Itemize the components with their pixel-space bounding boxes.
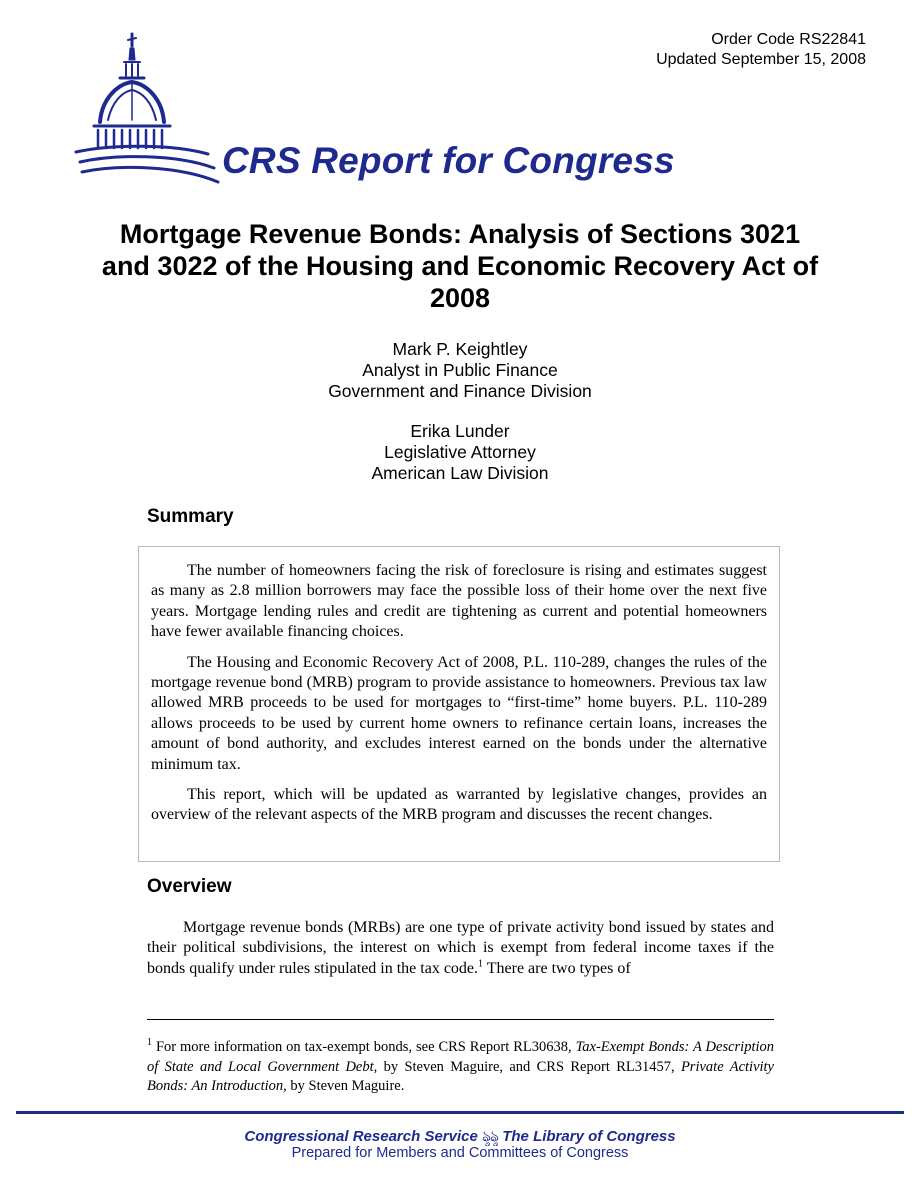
author-role: Legislative Attorney — [384, 442, 536, 462]
overview-heading: Overview — [147, 876, 232, 897]
footer-divider — [16, 1111, 904, 1114]
author-name: Mark P. Keightley — [392, 339, 528, 359]
capitol-dome-icon — [72, 26, 222, 188]
footer-ornament: ৡৡ — [482, 1128, 499, 1145]
overview-body — [147, 918, 774, 979]
footnote-divider — [147, 1019, 774, 1020]
summary-paragraph: The number of homeowners facing the risk of foreclosure is rising and estimates suggest as many as 2.8 million borrowers may face the possible loss of their home over the next five years. Mortgage lending rules and credit are tightening as current and potential homeowners have fewer available financing choices. — [151, 562, 767, 641]
footer-org: Congressional Research Service — [244, 1128, 478, 1145]
summary-box — [138, 546, 780, 862]
footnote-marker: 1 — [147, 1037, 152, 1049]
order-code: Order Code RS22841 — [711, 31, 866, 48]
author-block — [200, 421, 720, 484]
footnote — [147, 1038, 774, 1097]
updated-date: Updated September 15, 2008 — [656, 51, 866, 68]
footnote-text: by Steven Maguire. — [286, 1078, 405, 1094]
author-name: Erika Lunder — [410, 421, 510, 441]
order-code-block — [656, 30, 866, 70]
summary-paragraph: This report, which will be updated as warranted by legislative changes, provides an overview of the relevant aspects of the MRB program and discusses the recent changes. — [151, 786, 767, 824]
author-role: Analyst in Public Finance — [362, 360, 558, 380]
overview-paragraph — [147, 918, 774, 979]
footer-library: The Library of Congress — [502, 1128, 676, 1145]
author-division: American Law Division — [371, 463, 549, 483]
footnote-reference[interactable]: 1 — [478, 958, 484, 970]
report-brand-title: CRS Report for Congress — [222, 140, 675, 181]
footnote-text: For more information on tax-exempt bonds, see CRS Report RL30638, — [152, 1039, 576, 1055]
footnote-cited-title: Private Activity Bonds: An Introduction, — [147, 1058, 774, 1094]
summary-paragraph: The Housing and Economic Recovery Act of 2008, P.L. 110-289, changes the rules of the mortgage revenue bond (MRB) program to provide assistance to homeowners. Previous tax law allowed MRB proceeds to be used for mortgages to “first-time” home buyers. P.L. 110-289 allows proceeds to be used by current home owners to refinance certain loans, increases the amount of bond authority, and excludes interest earned on the bonds under the alternative minimum tax. — [151, 653, 767, 773]
author-division: Government and Finance Division — [328, 381, 592, 401]
author-block — [200, 339, 720, 402]
overview-text: Mortgage revenue bonds (MRBs) are one type of private activity bond issued by states and their political subdivisions, the interest on which is exempt from federal income taxes if the bonds qualify under rules stipulated in the tax code. — [147, 919, 774, 977]
document-title: Mortgage Revenue Bonds: Analysis of Sections 3021 and 3022 of the Housing and Economic Recovery Act of 2008 — [101, 219, 819, 313]
footnote-text: , by Steven Maguire, and CRS Report RL31457, — [373, 1058, 681, 1075]
footer-prepared-for: Prepared for Members and Committees of Congress — [291, 1145, 629, 1161]
summary-heading: Summary — [147, 506, 234, 527]
overview-text-continued: There are two types of — [483, 959, 631, 977]
footnote-cited-title: Tax-Exempt Bonds: A Description of State and Local Government Debt — [147, 1039, 774, 1075]
